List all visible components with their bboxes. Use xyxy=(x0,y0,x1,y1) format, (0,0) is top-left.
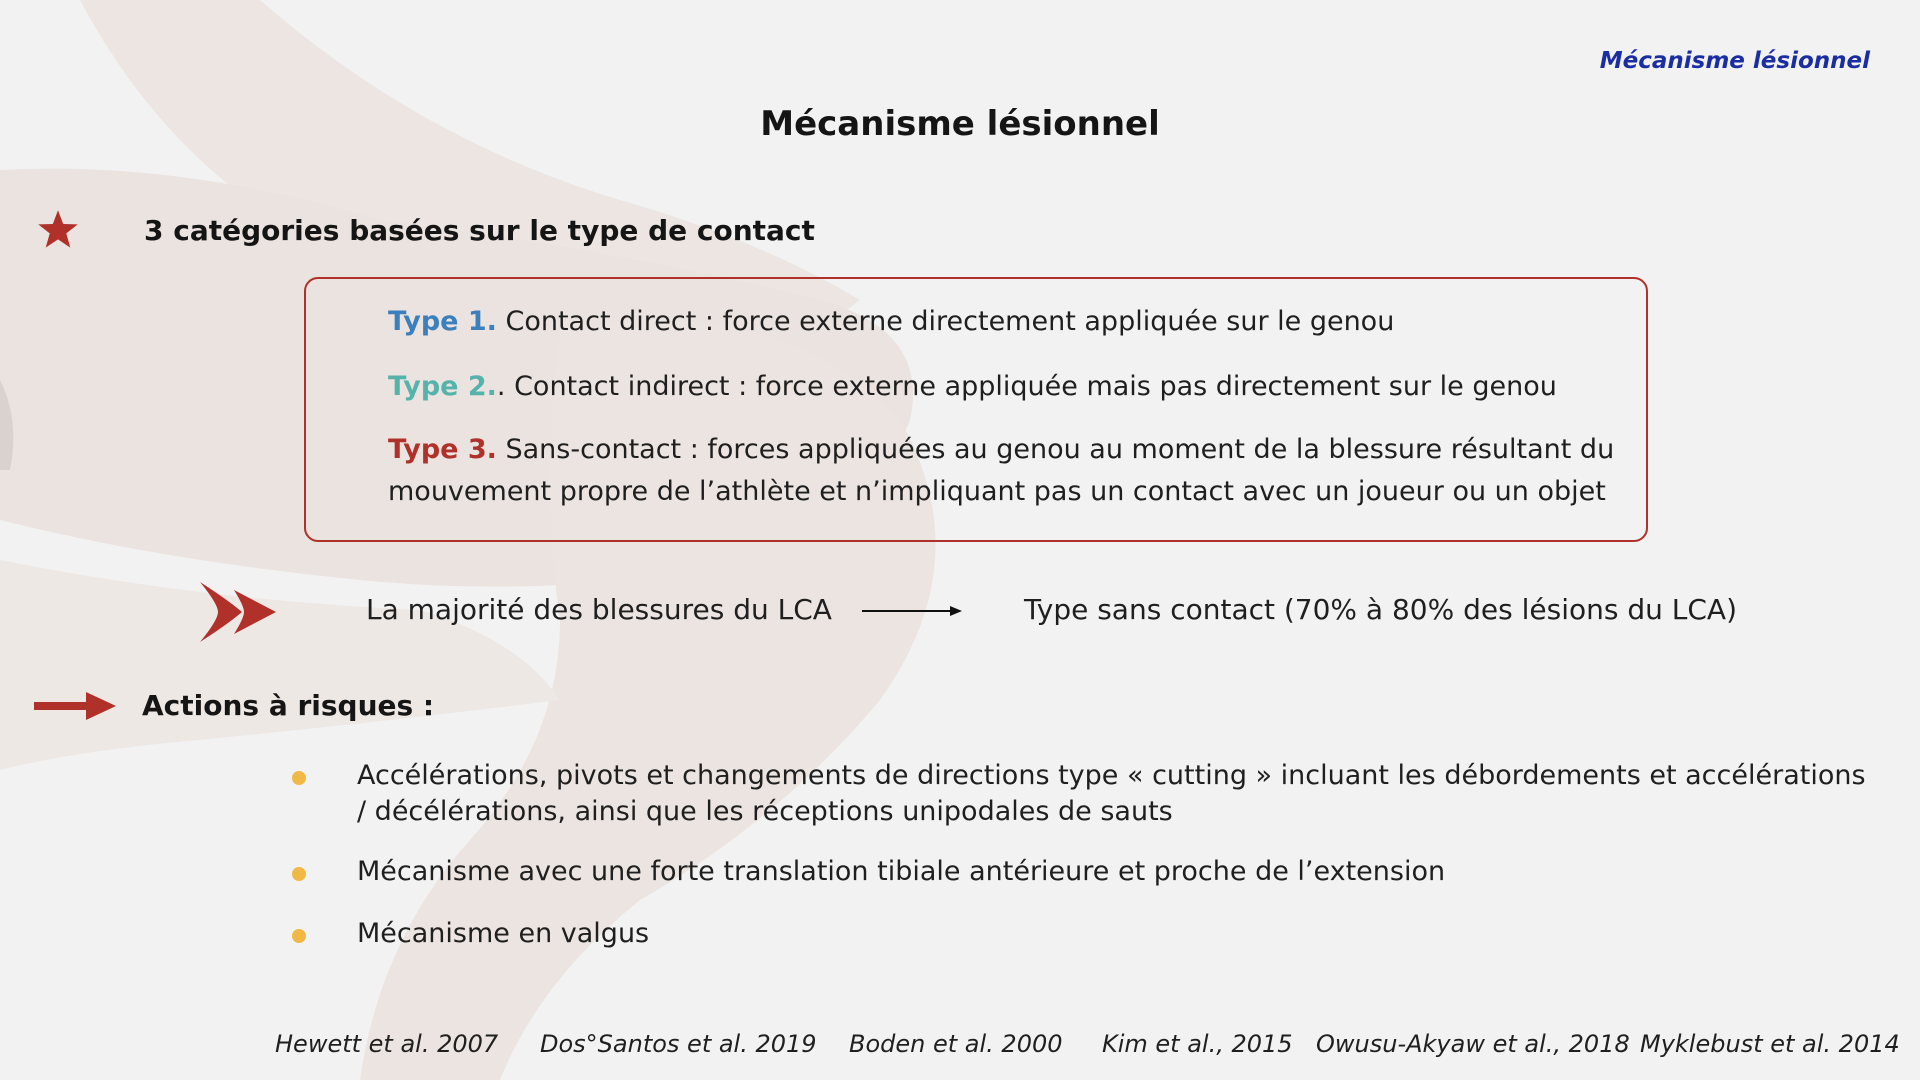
type-1-text: Contact direct : force externe directement appliquée sur le genou xyxy=(496,306,1395,337)
thin-arrow-icon xyxy=(862,601,964,621)
risk-item-text: Accélérations, pivots et changements de directions type « cutting » incluant les débordements et accélérations / décélérations, ainsi que les réceptions unipodales de sauts xyxy=(357,760,1866,827)
bullet-icon xyxy=(292,929,306,943)
type-3-label: Type 3. xyxy=(388,434,497,465)
contact-types-box xyxy=(304,277,1648,542)
red-arrow-icon xyxy=(34,689,118,723)
header-section-tag: Mécanisme lésionnel xyxy=(1599,48,1870,74)
type-1-label: Type 1. xyxy=(388,306,497,337)
star-icon xyxy=(36,208,80,252)
type-3-text-continued: mouvement propre de l’athlète et n’impliquant pas un contact avec un joueur ou un objet xyxy=(388,476,1606,507)
risk-actions-heading: Actions à risques : xyxy=(142,689,435,722)
type-2-label: Type 2. xyxy=(388,371,497,402)
type-1-row xyxy=(388,301,1394,343)
type-3-row xyxy=(388,429,1614,513)
bullet-icon xyxy=(292,867,306,881)
risk-item-text: Mécanisme en valgus xyxy=(357,918,650,949)
reference: Owusu-Akyaw et al., 2018 xyxy=(1316,1030,1630,1058)
majority-statement: La majorité des blessures du LCA xyxy=(366,593,832,626)
slide-title: Mécanisme lésionnel xyxy=(760,104,1160,144)
risk-item-text: Mécanisme avec une forte translation tibiale antérieure et proche de l’extension xyxy=(357,856,1446,887)
reference: Hewett et al. 2007 xyxy=(275,1030,499,1058)
type-3-text: Sans-contact : forces appliquées au genou au moment de la blessure résultant du xyxy=(496,434,1615,465)
reference: Kim et al., 2015 xyxy=(1102,1030,1293,1058)
type-2-row xyxy=(388,366,1557,408)
majority-result: Type sans contact (70% à 80% des lésions du LCA) xyxy=(1024,593,1738,626)
reference: Boden et al. 2000 xyxy=(849,1030,1063,1058)
double-chevron-icon xyxy=(198,580,278,644)
reference: Dos°Santos et al. 2019 xyxy=(540,1030,817,1058)
type-2-text: . Contact indirect : force externe appliquée mais pas directement sur le genou xyxy=(496,371,1557,402)
bullet-icon xyxy=(292,771,306,785)
reference: Myklebust et al. 2014 xyxy=(1640,1030,1900,1058)
categories-heading: 3 catégories basées sur le type de contact xyxy=(144,214,815,247)
